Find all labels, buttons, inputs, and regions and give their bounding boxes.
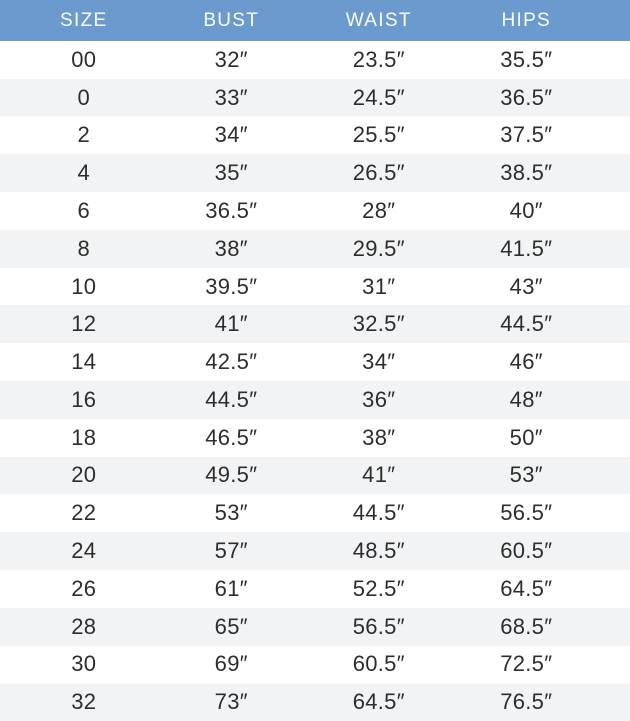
table-row <box>0 79 630 117</box>
cell-hips: 46″ <box>509 349 543 375</box>
cell-bust: 34″ <box>214 122 248 148</box>
cell-waist: 38″ <box>362 424 396 450</box>
cell-size: 20 <box>71 462 97 488</box>
cell-hips: 41.5″ <box>500 235 553 261</box>
table-row <box>0 419 630 457</box>
cell-waist: 32.5″ <box>352 311 405 337</box>
cell-bust: 46.5″ <box>205 424 258 450</box>
cell-bust: 38″ <box>214 235 248 261</box>
table-row <box>0 646 630 684</box>
cell-size: 18 <box>71 424 97 450</box>
table-row <box>0 683 630 721</box>
cell-waist: 28″ <box>362 198 396 224</box>
table-row <box>0 570 630 608</box>
table-body <box>0 41 630 721</box>
cell-size: 28 <box>71 613 97 639</box>
cell-waist: 25.5″ <box>352 122 405 148</box>
table-row <box>0 192 630 230</box>
cell-size: 6 <box>77 198 91 224</box>
cell-waist: 64.5″ <box>352 689 405 715</box>
cell-size: 14 <box>71 349 97 375</box>
cell-size: 2 <box>77 122 91 148</box>
cell-waist: 31″ <box>362 273 396 299</box>
cell-bust: 36.5″ <box>205 198 258 224</box>
cell-waist: 36″ <box>362 386 396 412</box>
cell-waist: 23.5″ <box>352 46 405 72</box>
cell-waist: 56.5″ <box>352 613 405 639</box>
header-cell-bust: BUST <box>203 9 260 31</box>
cell-bust: 42.5″ <box>205 349 258 375</box>
table-row <box>0 268 630 306</box>
table-row <box>0 608 630 646</box>
header-cell-hips: HIPS <box>501 9 552 31</box>
cell-waist: 41″ <box>362 462 396 488</box>
cell-bust: 44.5″ <box>205 386 258 412</box>
cell-hips: 44.5″ <box>500 311 553 337</box>
cell-bust: 53″ <box>214 500 248 526</box>
cell-size: 8 <box>77 235 91 261</box>
table-row <box>0 117 630 155</box>
cell-waist: 29.5″ <box>352 235 405 261</box>
cell-hips: 37.5″ <box>500 122 553 148</box>
cell-size: 24 <box>71 538 97 564</box>
header-row <box>0 0 630 41</box>
cell-bust: 41″ <box>214 311 248 337</box>
cell-size: 10 <box>71 273 97 299</box>
cell-size: 4 <box>77 160 91 186</box>
cell-size: 32 <box>71 689 97 715</box>
cell-hips: 53″ <box>509 462 543 488</box>
table-row <box>0 154 630 192</box>
cell-size: 0 <box>77 84 91 110</box>
table-row <box>0 457 630 495</box>
cell-hips: 68.5″ <box>500 613 553 639</box>
cell-bust: 33″ <box>214 84 248 110</box>
table-row <box>0 305 630 343</box>
cell-bust: 39.5″ <box>205 273 258 299</box>
cell-waist: 34″ <box>362 349 396 375</box>
table-row <box>0 41 630 79</box>
cell-size: 12 <box>71 311 97 337</box>
cell-bust: 57″ <box>214 538 248 564</box>
cell-size: 26 <box>71 575 97 601</box>
cell-waist: 60.5″ <box>352 651 405 677</box>
cell-size: 16 <box>71 386 97 412</box>
cell-hips: 36.5″ <box>500 84 553 110</box>
cell-hips: 56.5″ <box>500 500 553 526</box>
header-cell-waist: WAIST <box>345 9 412 31</box>
cell-hips: 60.5″ <box>500 538 553 564</box>
cell-waist: 52.5″ <box>352 575 405 601</box>
header-cell-size: SIZE <box>60 9 108 31</box>
cell-hips: 40″ <box>509 198 543 224</box>
cell-waist: 44.5″ <box>352 500 405 526</box>
cell-bust: 69″ <box>214 651 248 677</box>
table-row <box>0 343 630 381</box>
cell-bust: 61″ <box>214 575 248 601</box>
table-row <box>0 230 630 268</box>
table-row <box>0 532 630 570</box>
table-row <box>0 381 630 419</box>
cell-bust: 65″ <box>214 613 248 639</box>
table-row <box>0 494 630 532</box>
cell-size: 00 <box>71 46 97 72</box>
cell-hips: 50″ <box>509 424 543 450</box>
cell-hips: 64.5″ <box>500 575 553 601</box>
cell-waist: 48.5″ <box>352 538 405 564</box>
cell-hips: 76.5″ <box>500 689 553 715</box>
cell-hips: 43″ <box>509 273 543 299</box>
cell-hips: 72.5″ <box>500 651 553 677</box>
cell-bust: 32″ <box>214 46 248 72</box>
cell-hips: 48″ <box>509 386 543 412</box>
cell-waist: 26.5″ <box>352 160 405 186</box>
cell-size: 22 <box>71 500 97 526</box>
cell-bust: 73″ <box>214 689 248 715</box>
cell-waist: 24.5″ <box>352 84 405 110</box>
cell-hips: 38.5″ <box>500 160 553 186</box>
cell-hips: 35.5″ <box>500 46 553 72</box>
cell-bust: 35″ <box>214 160 248 186</box>
cell-bust: 49.5″ <box>205 462 258 488</box>
cell-size: 30 <box>71 651 97 677</box>
